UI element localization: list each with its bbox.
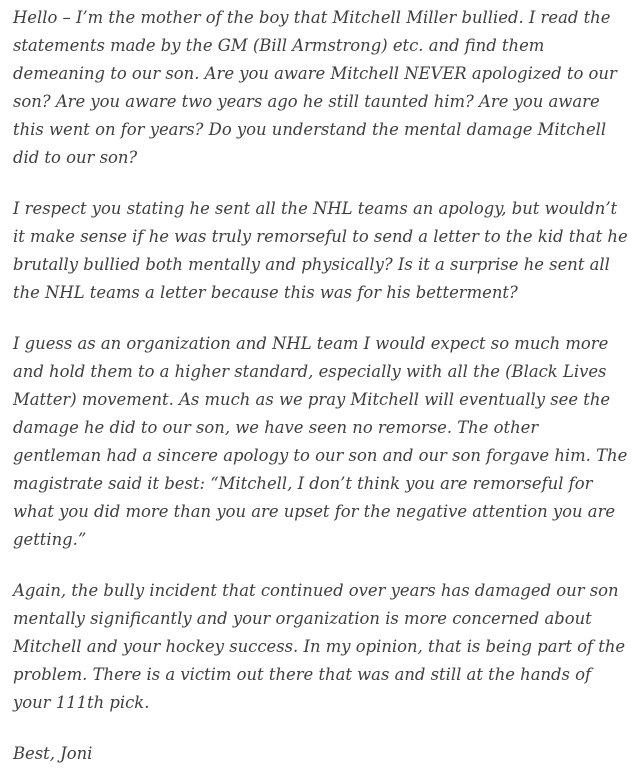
paragraph-apology: I respect you stating he sent all the NHL teams an apology, but wouldn’t it make sense if he was truly remorseful to send a letter to the kid that he brutally bullied both mentally and physically? Is it a surprise he sent all the NHL teams a letter because this was for his betterment? <box>13 199 628 302</box>
paragraph-greeting: Hello – I’m the mother of the boy that Mitchell Miller bullied. I read the statements made by the GM (Bill Armstrong) etc. and find them demeaning to our son. Are you aware Mitchell NEVER apologized to our son? Are you aware two years ago he still taunted him? Are you aware this went on for years? Do you understand the mental damage Mitchell did to our son? <box>13 8 617 167</box>
paragraph-conclusion: Again, the bully incident that continued over years has damaged our son mentally significantly and your organization is more concerned about Mitchell and your hockey success. In my opinion, that is being part of the problem. There is a victim out there that was and still at the hands of your 111th pick. <box>13 581 626 712</box>
paragraph-organization: I guess as an organization and NHL team I would expect so much more and hold them to a higher standard, especially with all the (Black Lives Matter) movement. As much as we pray Mitchell will eventually see the damage he did to our son, we have seen no remorse. The other gentleman had a sincere apology to our son and our son forgave him. The magistrate said it best: “Mitchell, I don’t think you are remorseful for what you did more than you are upset for the negative attention you are getting.” <box>13 334 628 549</box>
signoff: Best, Joni <box>13 744 93 763</box>
